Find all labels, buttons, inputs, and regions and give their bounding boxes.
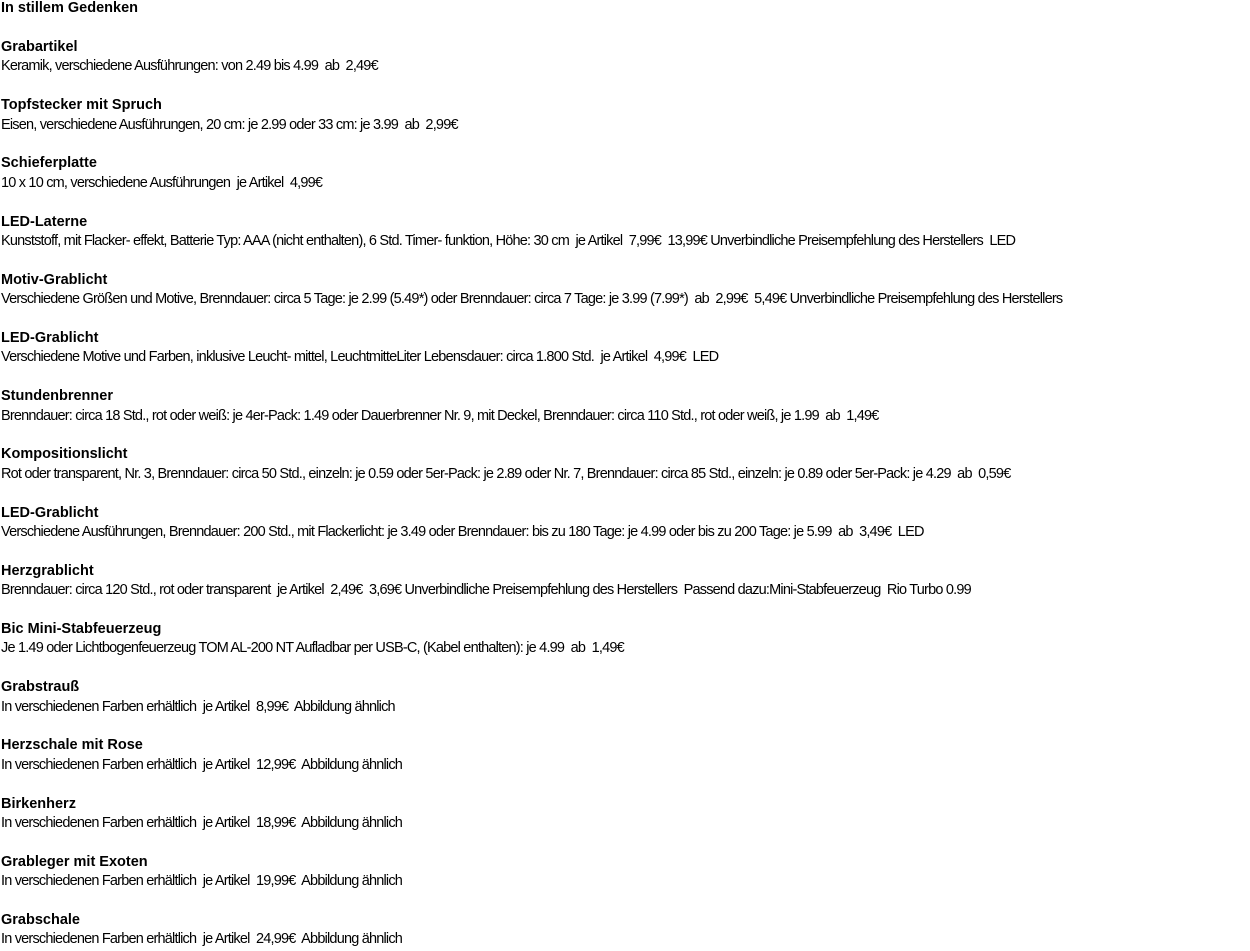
product-item — [1, 504, 1250, 543]
product-title: Motiv-Grablicht — [1, 271, 108, 288]
product-item — [1, 620, 1250, 659]
product-item — [1, 213, 1250, 252]
product-title: LED-Laterne — [1, 213, 88, 230]
product-description: In verschiedenen Farben erhältlich je Artikel 8,99€ Abbildung ähnlich — [1, 698, 395, 715]
product-description: Je 1.49 oder Lichtbogenfeuerzeug TOM AL-200 NT Aufladbar per USB-C, (Kabel enthalten): je 4.99 ab 1,49€ — [1, 640, 624, 657]
product-description: Kunststoff, mit Flacker- effekt, Batterie Typ: AAA (nicht enthalten), 6 Std. Timer- funktion, Höhe: 30 cm je Artikel 7,99€ 13,99€ Unverbindliche Preisempfehlung des Herstellers LED — [1, 233, 1016, 250]
product-item — [1, 911, 1250, 950]
product-title: Kompositionslicht — [1, 446, 128, 463]
product-description: In verschiedenen Farben erhältlich je Artikel 19,99€ Abbildung ähnlich — [1, 873, 403, 890]
product-item — [1, 154, 1250, 193]
product-title: Grabstrauß — [1, 679, 80, 696]
product-title: Schieferplatte — [1, 155, 97, 172]
product-item — [1, 795, 1250, 834]
product-description: Brenndauer: circa 18 Std., rot oder weiß: je 4er-Pack: 1.49 oder Dauerbrenner Nr. 9, mit Deckel, Brenndauer: circa 110 Std., rot oder weiß, je 1.99 ab 1,49€ — [1, 407, 879, 424]
product-title: Grabartikel — [1, 39, 78, 55]
product-item — [1, 387, 1250, 426]
product-description: Brenndauer: circa 120 Std., rot oder transparent je Artikel 2,49€ 3,69€ Unverbindliche Preisempfehlung des Herstellers Passend dazu:Mini-Stabfeuerzeug Rio Turbo 0.99 — [1, 582, 971, 599]
product-item — [1, 329, 1250, 368]
product-title: Herzschale mit Rose — [1, 737, 143, 754]
product-title: Topfstecker mit Spruch — [1, 97, 162, 114]
product-title: Grabschale — [1, 912, 80, 929]
product-item — [1, 38, 1250, 77]
product-title: LED-Grablicht — [1, 504, 99, 521]
product-description: Verschiedene Ausführungen, Brenndauer: 200 Std., mit Flackerlicht: je 3.49 oder Brenndauer: bis zu 180 Tage: je 4.99 oder bis zu 200 Tage: je 5.99 ab 3,49€ LED — [1, 524, 924, 541]
product-item — [1, 736, 1250, 775]
product-description: Eisen, verschiedene Ausführungen, 20 cm: je 2.99 oder 33 cm: je 3.99 ab 2,99€ — [1, 116, 458, 133]
product-item — [1, 96, 1250, 135]
page-title: In stillem Gedenken — [1, 0, 138, 16]
product-title: LED-Grablicht — [1, 330, 99, 347]
product-title: Birkenherz — [1, 795, 76, 812]
product-description: In verschiedenen Farben erhältlich je Artikel 12,99€ Abbildung ähnlich — [1, 756, 403, 773]
product-description: Verschiedene Motive und Farben, inklusive Leucht- mittel, LeuchtmitteLiter Lebensdauer: circa 1.800 Std. je Artikel 4,99€ LED — [1, 349, 719, 366]
product-title: Stundenbrenner — [1, 388, 113, 405]
product-item — [1, 678, 1250, 717]
product-item — [1, 271, 1250, 310]
product-title: Bic Mini-Stabfeuerzeug — [1, 621, 162, 638]
product-description: In verschiedenen Farben erhältlich je Artikel 24,99€ Abbildung ähnlich — [1, 931, 403, 948]
product-description: In verschiedenen Farben erhältlich je Artikel 18,99€ Abbildung ähnlich — [1, 815, 403, 832]
product-item — [1, 562, 1250, 601]
product-description: 10 x 10 cm, verschiedene Ausführungen je Artikel 4,99€ — [1, 174, 323, 191]
product-title: Grableger mit Exoten — [1, 853, 148, 870]
product-item — [1, 445, 1250, 484]
product-description: Rot oder transparent, Nr. 3, Brenndauer: circa 50 Std., einzeln: je 0.59 oder 5er-Pack: je 2.89 oder Nr. 7, Brenndauer: circa 85 Std., einzeln: je 0.89 oder 5er-Pack: je 4.29 ab 0,59€ — [1, 465, 1011, 482]
product-title: Herzgrablicht — [1, 562, 94, 579]
product-description: Keramik, verschiedene Ausführungen: von 2.49 bis 4.99 ab 2,49€ — [1, 58, 378, 75]
product-description: Verschiedene Größen und Motive, Brenndauer: circa 5 Tage: je 2.99 (5.49*) oder Brenndauer: circa 7 Tage: je 3.99 (7.99*) ab 2,99€ 5,49€ Unverbindliche Preisempfehlung des Herstellers — [1, 291, 1063, 308]
product-item — [1, 853, 1250, 892]
